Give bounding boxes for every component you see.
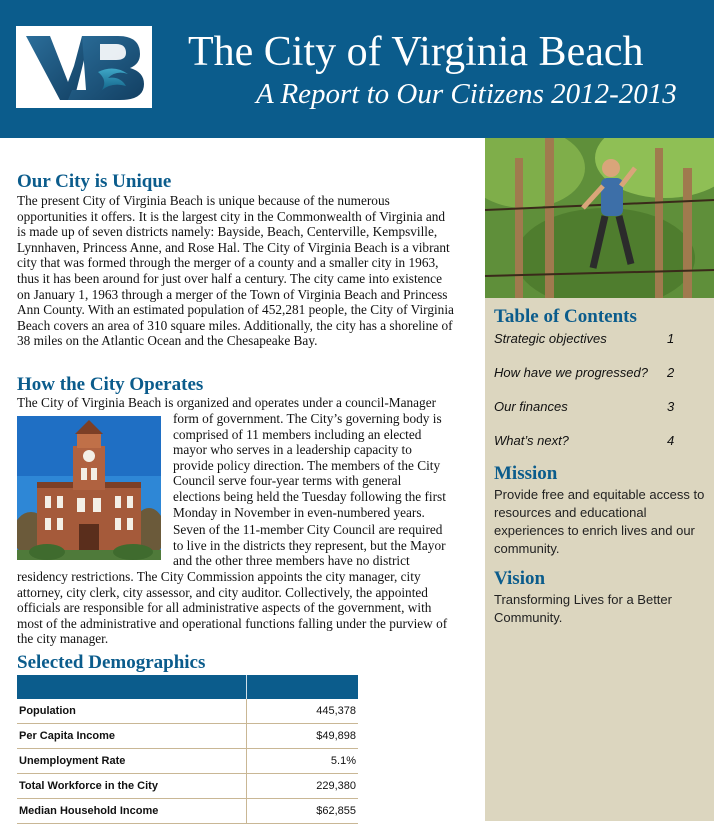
table-row xyxy=(17,749,358,774)
table-row xyxy=(17,799,358,824)
operates-paragraph-full: residency restrictions. The City Commission appoints the city manager, city attorney, city clerk, city assessor, and city auditor. Collectively, the appointed officials are responsible for all administrative aspects of the government, with most of the administrative and operational functions falling under the purview of the city manager. xyxy=(17,569,448,647)
toc-item xyxy=(494,399,704,417)
demographic-label: Total Workforce in the City xyxy=(17,774,246,799)
section-heading-operates: How the City Operates xyxy=(17,374,204,395)
operates-paragraph-right-2: Seven of the 11-member City Council are required to live in the districts they represent, but the Mayor and the other three members have no district xyxy=(173,522,446,569)
sidebar xyxy=(485,138,714,821)
toc-item-label: How have we progressed? xyxy=(494,365,648,380)
demographic-label: Unemployment Rate xyxy=(17,749,246,774)
section-heading-demographics: Selected Demographics xyxy=(17,652,206,673)
demographic-label: Median Household Income xyxy=(17,799,246,824)
ropes-course-photo xyxy=(485,138,714,298)
toc-item-page: 4 xyxy=(667,433,675,448)
demographic-label: Population xyxy=(17,699,246,724)
ropes-course-icon xyxy=(485,138,714,298)
demographic-value: $49,898 xyxy=(246,724,358,749)
toc-item-page: 1 xyxy=(667,331,675,346)
page-header xyxy=(0,0,714,138)
toc-item xyxy=(494,331,704,349)
toc-item-label: What’s next? xyxy=(494,433,569,448)
table-header-row xyxy=(17,675,358,699)
mission-heading: Mission xyxy=(494,463,558,484)
demographics-table xyxy=(17,675,358,824)
demographic-value: 229,380 xyxy=(246,774,358,799)
section-heading-unique: Our City is Unique xyxy=(17,171,172,192)
table-header-cell xyxy=(17,675,246,699)
toc-item xyxy=(494,365,704,383)
operates-paragraph-right: form of government. The City’s governing body is comprised of 11 members including an elected mayor who serves in a leadership capacity to provide policy direction. The members of the City Council serve four-year terms with general elections being held the Tuesday following the first Monday in November in even-numbered years. xyxy=(173,411,446,520)
report-title: The City of Virginia Beach xyxy=(188,29,644,75)
toc-item-label: Strategic objectives xyxy=(494,331,607,346)
city-logo xyxy=(16,26,152,108)
demographic-label: Per Capita Income xyxy=(17,724,246,749)
toc-item-page: 2 xyxy=(667,365,675,380)
table-row xyxy=(17,724,358,749)
table-row xyxy=(17,774,358,799)
table-header-cell xyxy=(246,675,358,699)
courthouse-photo xyxy=(17,416,161,560)
operates-intro: The City of Virginia Beach is organized and operates under a council-Manager xyxy=(17,395,437,410)
courthouse-icon xyxy=(17,416,161,560)
demographic-value: $62,855 xyxy=(246,799,358,824)
table-row xyxy=(17,699,358,724)
vision-heading: Vision xyxy=(494,568,546,589)
mission-text: Provide free and equitable access to resources and educational experiences to enrich lives and our community. xyxy=(494,487,705,556)
unique-paragraph: The present City of Virginia Beach is unique because of the numerous opportunities it offers. It is the largest city in the Commonwealth of Virginia and is made up of seven districts namely: Bayside, Beach, Centerville, Kempsville, Lynnhaven, Princess Anne, and Rose Hal. The City of Virginia Beach is a vibrant city that was formed through the merger of a county and a smaller city in 1963, thus it has been around for just over half a century. The city came into existence on January 1, 1963 through a merger of the Town of Virginia Beach and Princess Ann County. With an estimated population of 452,281 people, the City of Virginia Beach covers an area of 310 square miles. Additionally, the city has a shoreline of 38 miles on the Atlantic Ocean and the Chesapeake Bay. xyxy=(17,193,454,349)
toc-heading: Table of Contents xyxy=(494,306,637,327)
toc-item-page: 3 xyxy=(667,399,675,414)
demographic-value: 445,378 xyxy=(246,699,358,724)
vision-text: Transforming Lives for a Better Community. xyxy=(494,592,672,625)
demographic-value: 5.1% xyxy=(246,749,358,774)
toc-item-label: Our finances xyxy=(494,399,568,414)
vb-logo-icon xyxy=(16,26,152,108)
toc-item xyxy=(494,433,704,451)
report-subtitle: A Report to Our Citizens 2012-2013 xyxy=(256,78,677,110)
